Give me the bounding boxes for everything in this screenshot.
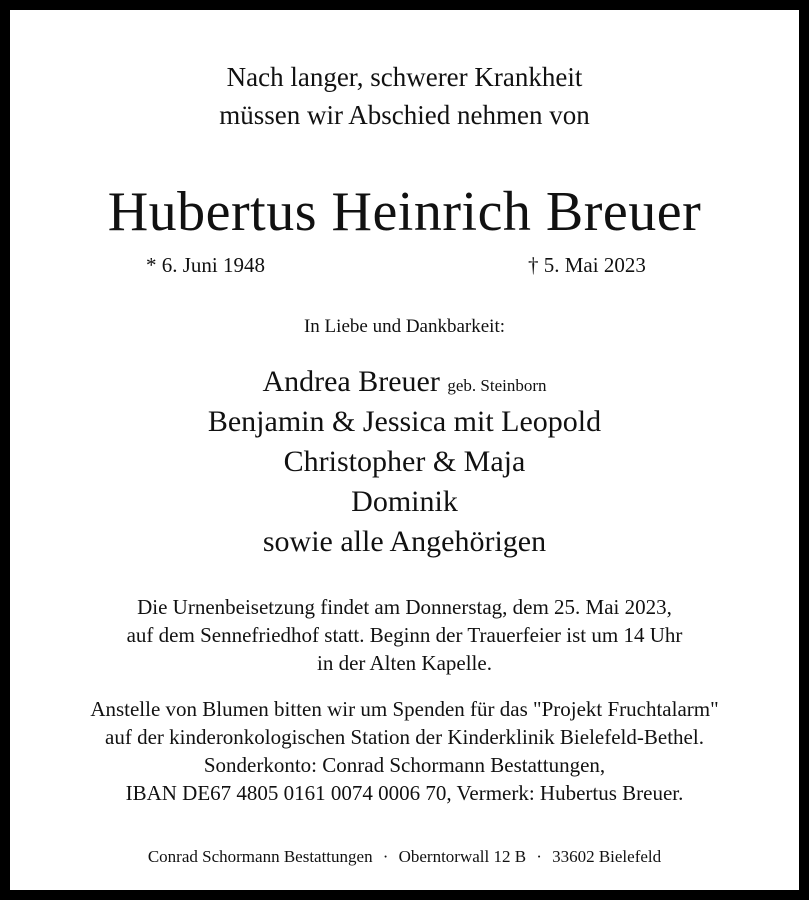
funeral-line: in der Alten Kapelle. xyxy=(317,651,492,675)
mourner-line: Benjamin & Jessica mit Leopold xyxy=(207,405,602,438)
spouse-line xyxy=(10,365,799,399)
mourner-line: Dominik xyxy=(351,485,458,518)
donation-line: IBAN DE67 4805 0161 0074 0006 70, Vermerk: Hubertus Breuer. xyxy=(125,781,684,805)
footer-city: 33602 Bielefeld xyxy=(552,847,662,866)
donation-line: Sonderkonto: Conrad Schormann Bestattungen, xyxy=(203,753,606,777)
mourners-heading: In Liebe und Dankbarkeit: xyxy=(303,316,505,337)
intro-line-2: müssen wir Abschied nehmen von xyxy=(219,100,590,130)
spouse-maiden-name: geb. Steinborn xyxy=(447,376,547,395)
funeral-line: Die Urnenbeisetzung findet am Donnerstag, dem 25. Mai 2023, xyxy=(137,595,672,619)
donation-line: Anstelle von Blumen bitten wir um Spenden für das "Projekt Fruchtalarm" xyxy=(90,697,719,721)
deceased-name: Hubertus Heinrich Breuer xyxy=(107,181,702,243)
mourner-line: Christopher & Maja xyxy=(283,445,526,478)
intro-line-1: Nach langer, schwerer Krankheit xyxy=(226,62,583,92)
footer-separator: · xyxy=(536,847,542,866)
footer-street: Oberntorwall 12 B xyxy=(398,847,527,866)
spouse-name: Andrea Breuer xyxy=(262,365,440,398)
donation-line: auf der kinderonkologischen Station der Kinderklinik Bielefeld-Bethel. xyxy=(105,725,704,749)
footer-company: Conrad Schormann Bestattungen xyxy=(147,847,373,866)
footer-separator: · xyxy=(382,847,389,866)
funeral-line: auf dem Sennefriedhof statt. Beginn der Trauerfeier ist um 14 Uhr xyxy=(126,623,683,647)
death-date: † 5. Mai 2023 xyxy=(528,253,646,277)
mourner-line: sowie alle Angehörigen xyxy=(262,525,547,558)
funeral-home-footer xyxy=(10,847,799,867)
birth-date: * 6. Juni 1948 xyxy=(146,253,266,277)
